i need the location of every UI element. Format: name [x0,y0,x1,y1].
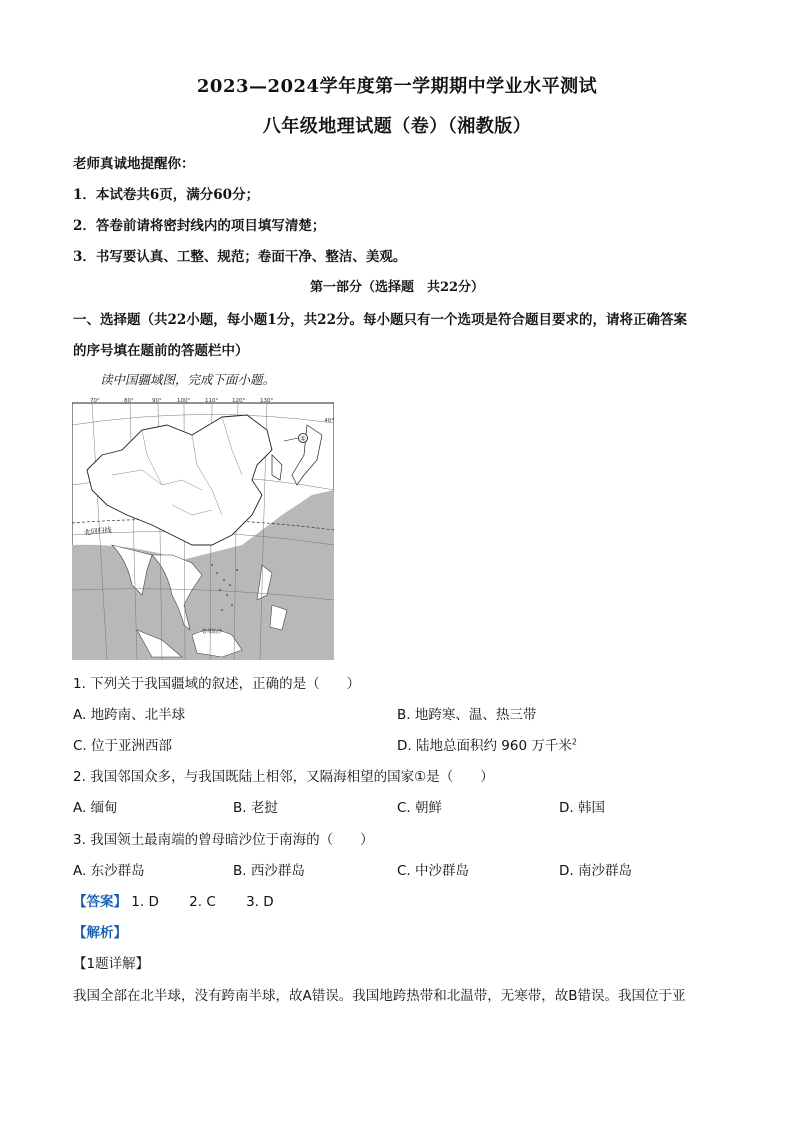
china-territory-map [72,395,334,660]
lon-label: 100° [177,398,191,404]
part-label: 第一部分（选择题 共22分） [309,280,485,295]
analysis-text: 我国全部在北半球，没有跨南半球，故A错误。我国地跨热带和北温带，无寒带，故B错误。我国位于亚 [73,988,686,1004]
lon-label: 80° [124,398,134,404]
answer-tag: 【答案】 [73,894,127,910]
lon-label: 130° [260,398,274,404]
q2-option-c[interactable]: C. 朝鲜 [397,800,443,816]
analysis-tag: 【解析】 [73,925,127,941]
q3-option-b[interactable]: B. 西沙群岛 [233,863,305,879]
lon-label: 120° [232,398,246,404]
lon-label: 70° [90,398,100,404]
q1-option-a[interactable]: A. 地跨南、北半球 [73,707,186,723]
q1-option-d-sup: 2 [571,737,577,747]
analysis-subheading: 【1题详解】 [73,956,150,972]
island-label: 曾母暗沙 [202,629,223,635]
answer-2: 2. C [189,894,216,910]
section-instruction-line-1: 一、选择题（共22小题，每小题1分，共22分。每小题只有一个选项是符合题目要求的，请将正确答案 [73,312,687,328]
answer-3: 3. D [246,894,274,910]
q1-option-d[interactable] [397,734,577,754]
q1-option-c[interactable]: C. 位于亚洲西部 [73,738,173,754]
q3-option-d[interactable]: D. 南沙群岛 [559,863,632,879]
q1-option-b[interactable]: B. 地跨寒、温、热三带 [397,707,537,723]
lon-label: 90° [152,398,162,404]
exam-title: 2023—2024学年度第一学期期中学业水平测试 [196,76,598,97]
map-caption: 读中国疆域图，完成下面小题。 [100,372,276,387]
q3-option-a[interactable]: A. 东沙群岛 [73,863,145,879]
notice-item-3: 3．书写要认真、工整、规范；卷面干净、整洁、美观。 [73,249,407,265]
question-1: 1. 下列关于我国疆域的叙述，正确的是（ ） [73,676,361,692]
notice-item-1: 1．本试卷共6页，满分60分； [73,187,260,203]
map-marker-1: ① [300,435,306,443]
q3-option-c[interactable]: C. 中沙群岛 [397,863,470,879]
answer-1: 1. D [131,894,159,910]
answer-line [73,890,300,910]
lat-label: 40° [324,418,334,424]
q2-option-a[interactable]: A. 缅甸 [73,800,118,816]
q2-option-b[interactable]: B. 老挝 [233,800,278,816]
tropic-label: 北回归线 [83,526,113,537]
exam-subtitle: 八年级地理试题（卷）（湘教版） [262,116,532,137]
q2-option-d[interactable]: D. 韩国 [559,800,605,816]
question-2: 2. 我国邻国众多，与我国既陆上相邻，又隔海相望的国家①是（ ） [73,769,494,785]
question-3: 3. 我国领土最南端的曾母暗沙位于南海的（ ） [73,832,374,848]
q1-option-d-text: D. 陆地总面积约 960 万千米 [397,738,572,754]
section-instruction-line-2: 的序号填在题前的答题栏中） [73,343,249,359]
lon-label: 110° [205,398,219,404]
notice-heading: 老师真诚地提醒你： [73,156,195,172]
notice-item-2: 2．答卷前请将密封线内的项目填写清楚； [73,218,326,234]
